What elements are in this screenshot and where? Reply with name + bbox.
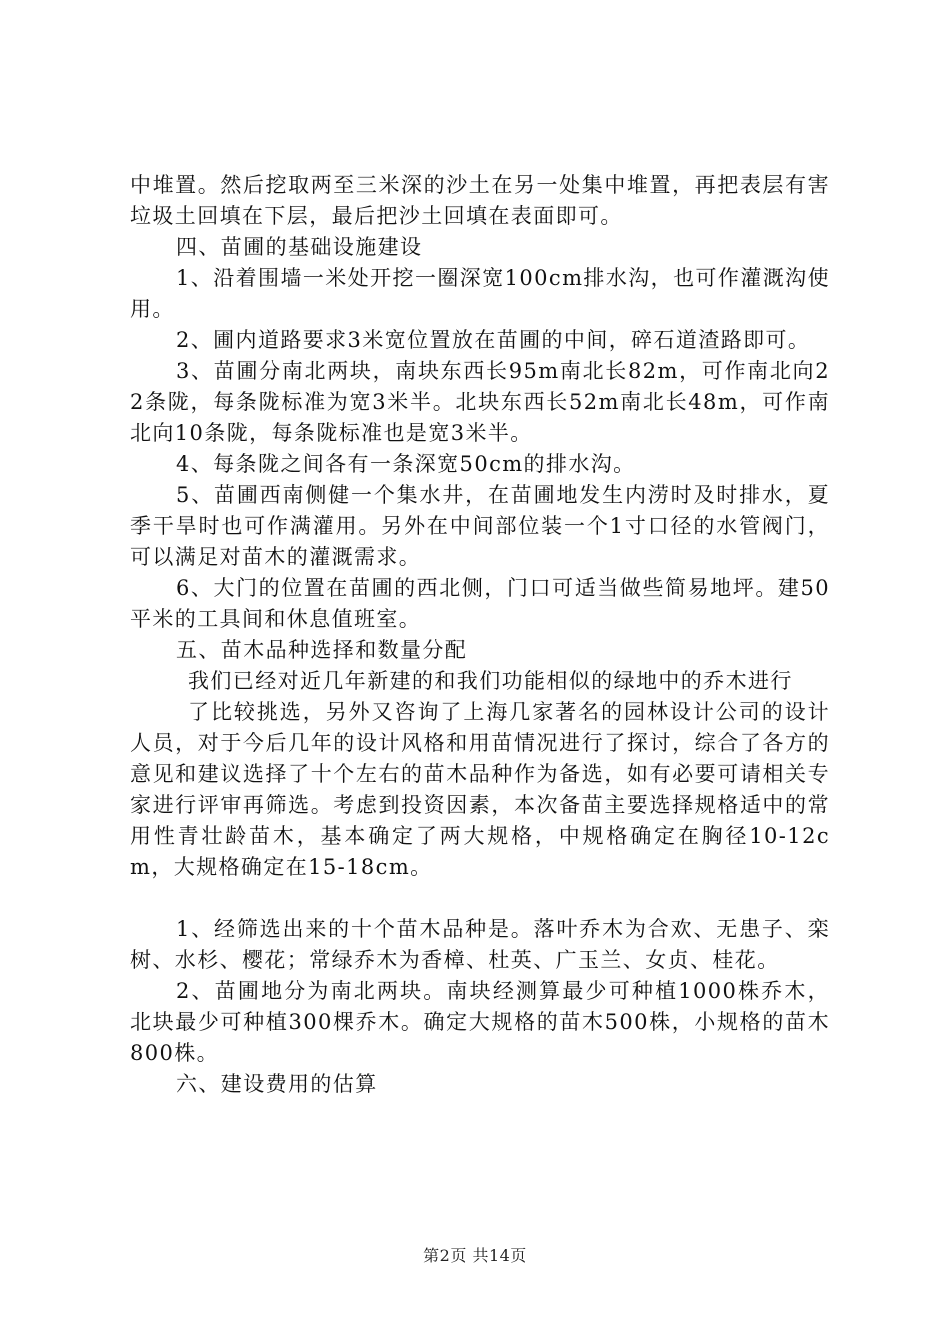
list-item-drainage-ditch: 1、沿着围墙一米处开挖一圈深宽100cm排水沟，也可作灌溉沟使用。 — [130, 266, 830, 321]
list-item-gate: 6、大门的位置在苗圃的西北侧，门口可适当做些简易地坪。建50平米的工具间和休息值班室。 — [130, 576, 830, 631]
list-item-plots: 3、苗圃分南北两块，南块东西长95m南北长82m，可作南北向22条陇，每条陇标准为宽3米半。北块东西长52m南北长48m，可作南北向10条陇，每条陇标准也是宽3米半。 — [130, 359, 830, 445]
paragraph-continuation: 中堆置。然后挖取两至三米深的沙土在另一处集中堆置，再把表层有害垃圾土回填在下层，最后把沙土回填在表面即可。 — [130, 173, 830, 228]
list-item-road: 2、圃内道路要求3米宽位置放在苗圃的中间，碎石道渣路即可。 — [176, 328, 811, 352]
paragraph-selection-detail: 了比较挑选，另外又咨询了上海几家著名的园林设计公司的设计人员，对于今后几年的设计风格和用苗情况进行了探讨，综合了各方的意见和建议选择了十个左右的苗木品种作为备选，如有必要可请相关专家进行评审再筛选。考虑到投资因素，本次备苗主要选择规格适中的常用性青壮龄苗木，基本确定了两大规格，中规格确定在胸径10-12cm，大规格确定在15-18cm。 — [130, 700, 830, 879]
section-heading-6: 六、建设费用的估算 — [176, 1072, 378, 1096]
document-body — [130, 170, 830, 1100]
paragraph-selection-intro: 我们已经对近几年新建的和我们功能相似的绿地中的乔木进行 — [188, 669, 793, 693]
list-item-well: 5、苗圃西南侧健一个集水井，在苗圃地发生内涝时及时排水，夏季干旱时也可作满灌用。另外在中间部位装一个1寸口径的水管阀门，可以满足对苗木的灌溉需求。 — [130, 483, 830, 569]
section-heading-4: 四、苗圃的基础设施建设 — [176, 235, 423, 259]
list-item-quantity: 2、苗圃地分为南北两块。南块经测算最少可种植1000株乔木，北块最少可种植300棵乔木。确定大规格的苗木500株，小规格的苗木800株。 — [130, 979, 830, 1065]
page-number-footer: 第2页 共14页 — [423, 1246, 527, 1265]
section-heading-5: 五、苗木品种选择和数量分配 — [176, 638, 468, 662]
list-item-species: 1、经筛选出来的十个苗木品种是。落叶乔木为合欢、无患子、栾树、水杉、樱花；常绿乔木为香樟、杜英、广玉兰、女贞、桂花。 — [130, 917, 830, 972]
list-item-row-ditch: 4、每条陇之间各有一条深宽50cm的排水沟。 — [176, 452, 636, 476]
